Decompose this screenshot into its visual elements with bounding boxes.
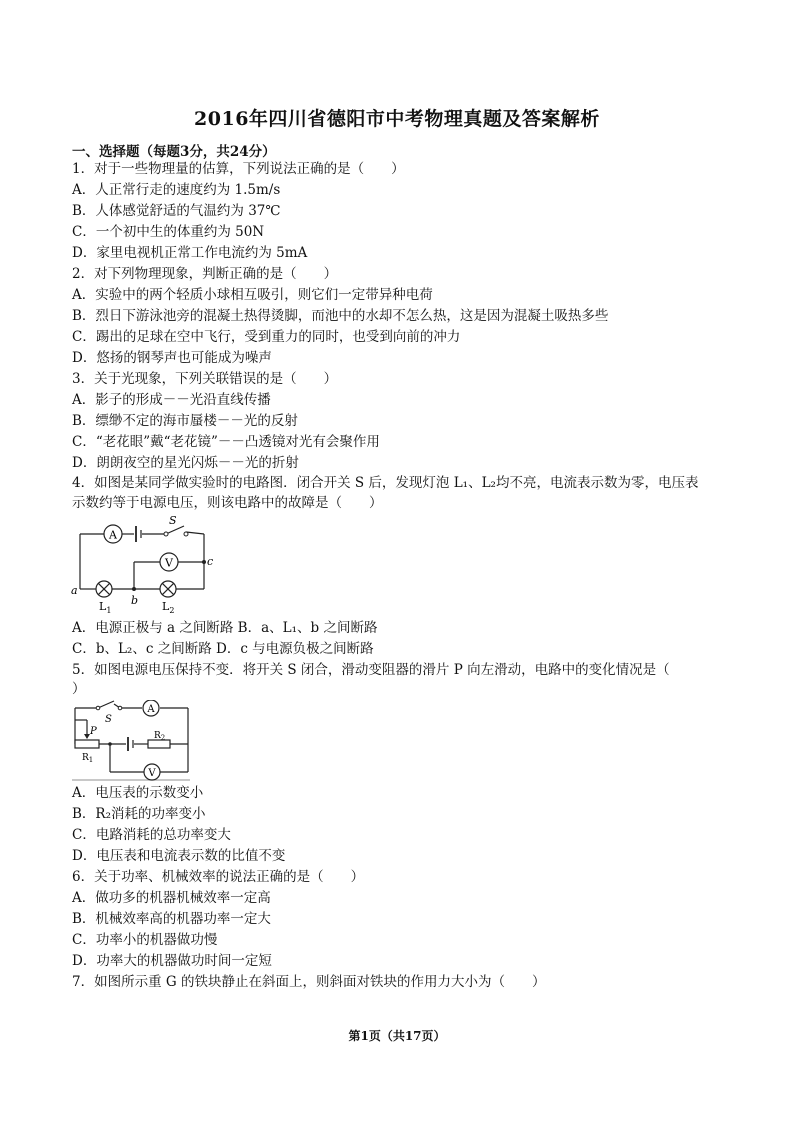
node-c-label: c: [207, 555, 214, 568]
question-line: B．烈日下游泳池旁的混凝土热得烫脚，而池中的水却不怎么热，这是因为混凝土吸热多些: [72, 308, 609, 324]
circuit-diagram-q5: [70, 700, 192, 782]
page-footer: 第1页（共17页）: [348, 1029, 446, 1043]
node-b-label: b: [131, 594, 139, 607]
question-line: A．电源正极与 a 之间断路 B．a、L₁、b 之间断路: [72, 620, 378, 636]
question-line: A．实验中的两个轻质小球相互吸引，则它们一定带异种电荷: [72, 287, 433, 303]
question-line: C．电路消耗的总功率变大: [72, 827, 231, 843]
ammeter-label: A: [109, 528, 117, 542]
question-line: B．R₂消耗的功率变小: [72, 806, 206, 822]
question-line: 6．关于功率、机械效率的说法正确的是（ ）: [72, 869, 365, 885]
question-line: ）: [72, 681, 86, 697]
r1-label: $R_1$: [82, 753, 94, 764]
question-line: C．一个初中生的体重约为 50N: [72, 224, 265, 240]
slider-label: P: [90, 726, 97, 737]
voltmeter-label: V: [148, 768, 156, 779]
question-line: 2．对下列物理现象，判断正确的是（ ）: [72, 266, 338, 282]
switch-label: S: [169, 514, 177, 527]
node-a-label: a: [71, 584, 78, 597]
voltmeter-label: V: [165, 556, 173, 570]
question-line: D．电压表和电流表示数的比值不变: [72, 848, 286, 864]
question-line: A．电压表的示数变小: [72, 785, 204, 801]
question-line: 3．关于光现象，下列关联错误的是（ ）: [72, 371, 338, 387]
question-line: A．影子的形成－－光沿直线传播: [72, 392, 271, 408]
question-line: 1．对于一些物理量的估算，下列说法正确的是（ ）: [72, 161, 405, 177]
page-title: 2016年四川省德阳市中考物理真题及答案解析: [194, 108, 600, 130]
ammeter-label: A: [147, 704, 155, 715]
question-line: D．功率大的机器做功时间一定短: [72, 953, 272, 969]
lamp-l1-label: $L_1$: [99, 600, 112, 615]
question-line: D．朗朗夜空的星光闪烁－－光的折射: [72, 455, 299, 471]
question-line: 4．如图是某同学做实验时的电路图．闭合开关 S 后，发现灯泡 L₁、L₂均不亮，电流表示数为零，电压表: [72, 475, 699, 491]
lamp-l2-label: $L_2$: [162, 600, 175, 615]
question-line: 5．如图电源电压保持不变．将开关 S 闭合，滑动变阻器的滑片 P 向左滑动，电路中的变化情况是（: [72, 662, 670, 678]
question-line: C．踢出的足球在空中飞行，受到重力的同时，也受到向前的冲力: [72, 329, 461, 345]
question-line: B．缥缈不定的海市蜃楼－－光的反射: [72, 413, 298, 429]
switch-contact: [164, 532, 168, 536]
question-line: A．做功多的机器机械效率一定高: [72, 890, 271, 906]
section-heading: 一、选择题（每题3分，共24分）: [72, 144, 276, 160]
circuit-diagram-q4: [70, 512, 220, 617]
question-line: D．悠扬的钢琴声也可能成为噪声: [72, 350, 272, 366]
switch-contact: [184, 532, 188, 536]
question-line: A．人正常行走的速度约为 1.5m/s: [72, 182, 281, 198]
question-line: 示数约等于电源电压，则该电路中的故障是（ ）: [72, 495, 383, 511]
question-line: 7．如图所示重 G 的铁块静止在斜面上，则斜面对铁块的作用力大小为（ ）: [72, 974, 546, 990]
question-line: C．功率小的机器做功慢: [72, 932, 218, 948]
r2-label: $R_2$: [154, 731, 166, 742]
question-line: D．家里电视机正常工作电流约为 5mA: [72, 245, 308, 261]
question-line: C．“老花眼”戴“老花镜”－－凸透镜对光有会聚作用: [72, 434, 380, 450]
switch-label: S: [105, 714, 112, 725]
question-line: C．b、L₂、c 之间断路 D．c 与电源负极之间断路: [72, 641, 374, 657]
question-line: B．人体感觉舒适的气温约为 37℃: [72, 203, 281, 219]
question-line: B．机械效率高的机器功率一定大: [72, 911, 271, 927]
